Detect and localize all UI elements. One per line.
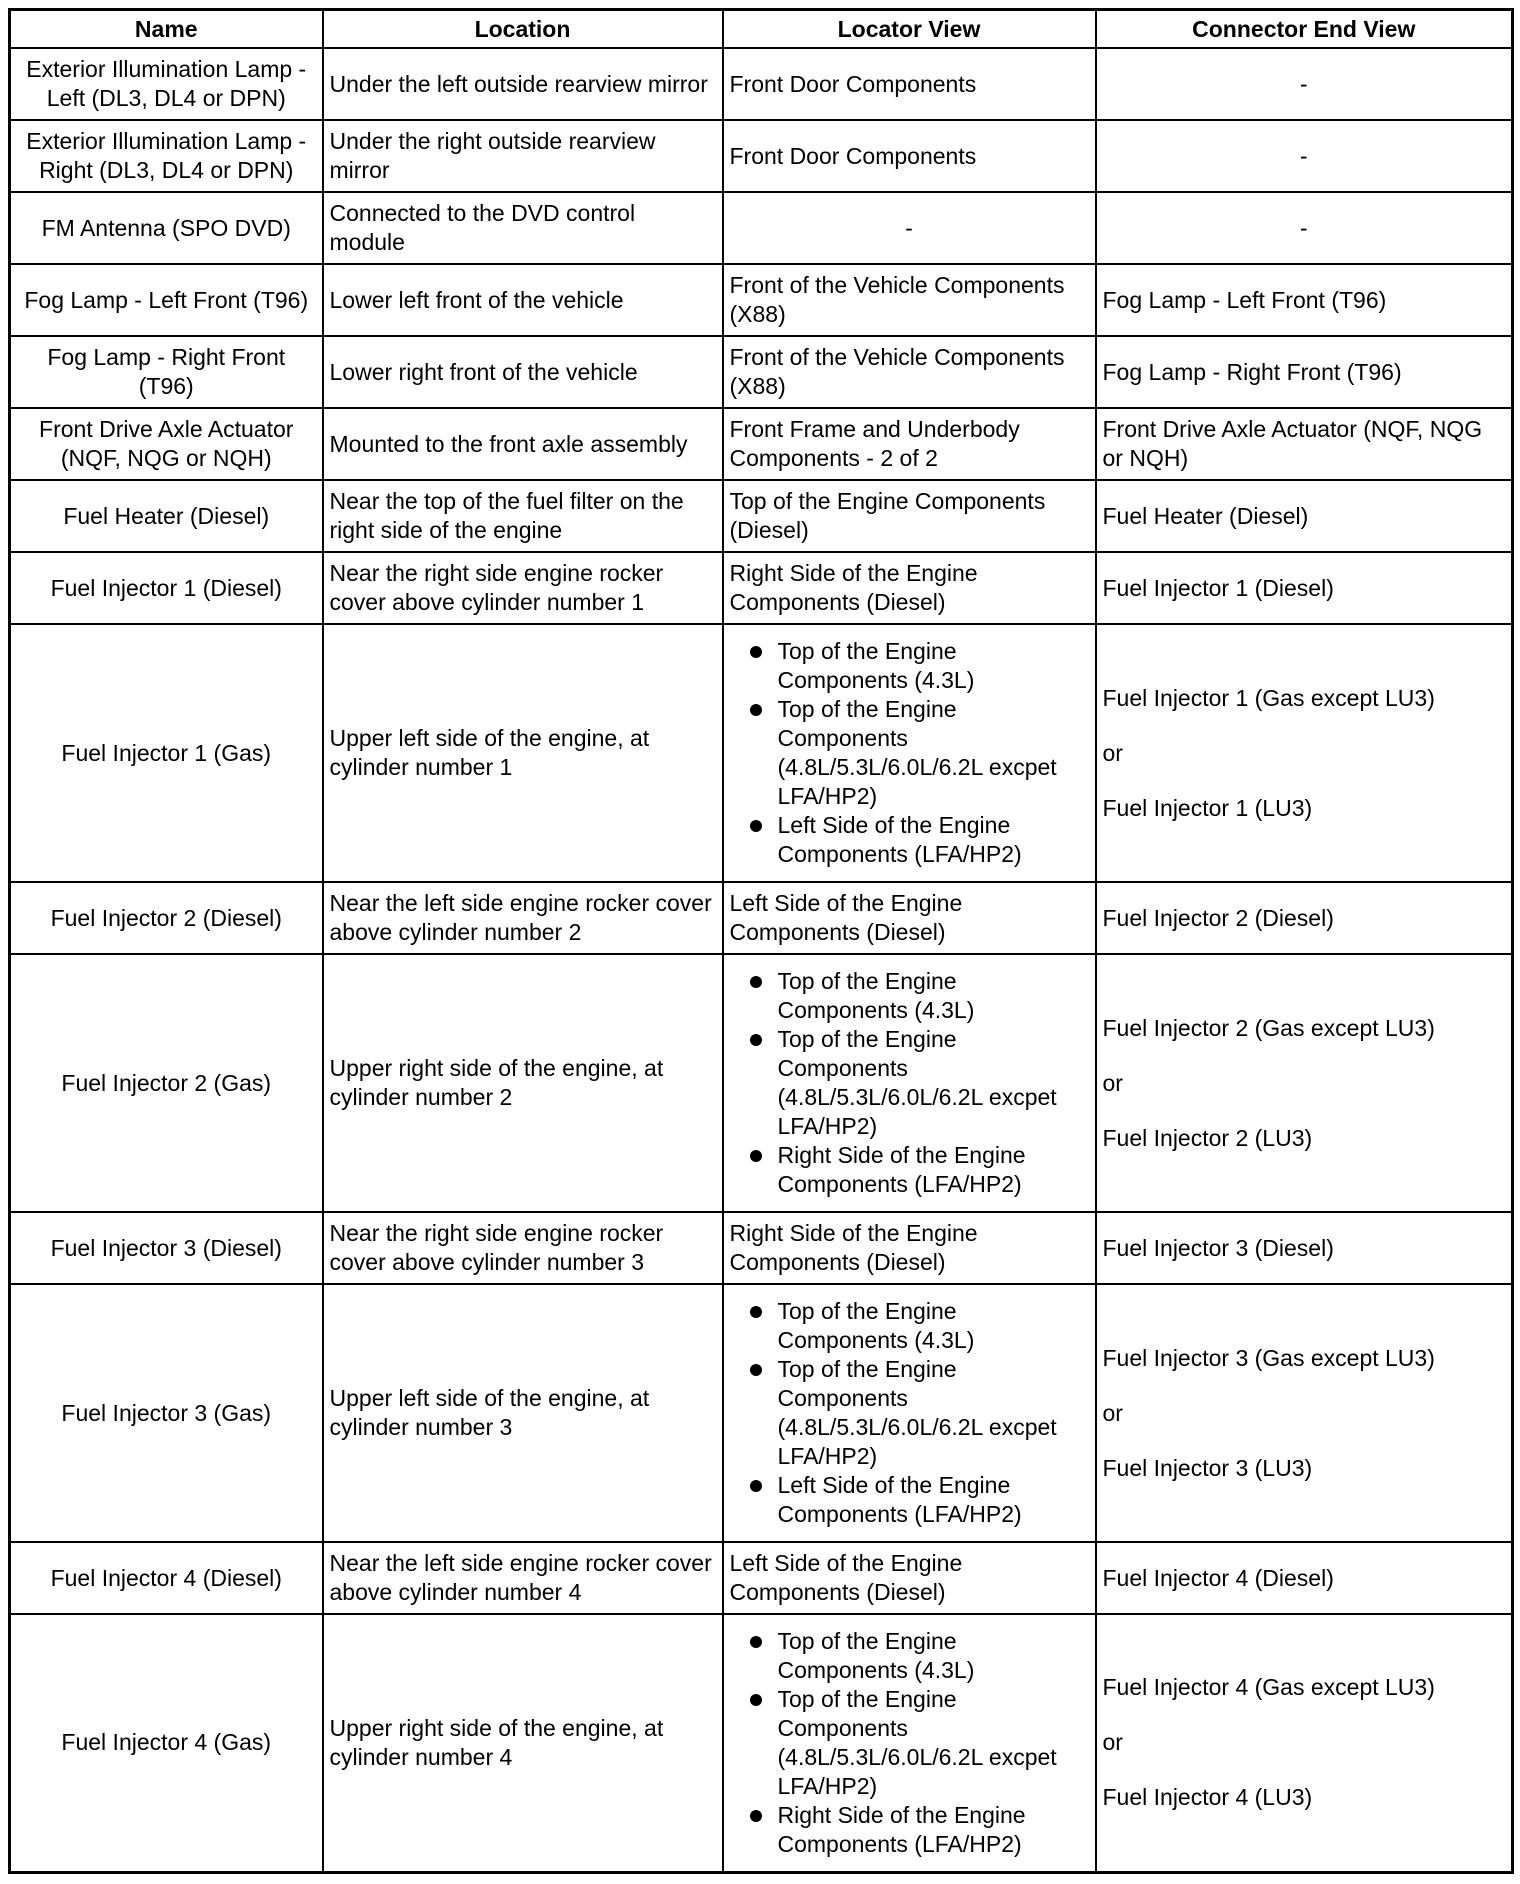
list-item: Top of the Engine Components (4.8L/5.3L/6.0L/6.2L excpet LFA/HP2) bbox=[730, 1685, 1089, 1801]
cell-name: Fuel Injector 3 (Diesel) bbox=[10, 1212, 323, 1284]
list-item: Right Side of the Engine Components (LFA/HP2) bbox=[730, 1801, 1089, 1859]
cell-locator-view bbox=[723, 1614, 1096, 1872]
cell-location: Upper left side of the engine, at cylinder number 1 bbox=[323, 624, 723, 882]
list-item: Right Side of the Engine Components (LFA/HP2) bbox=[730, 1141, 1089, 1199]
header-location: Location bbox=[323, 10, 723, 49]
table-row bbox=[10, 1212, 1513, 1284]
connector-or: or bbox=[1102, 1069, 1123, 1096]
cell-name: Front Drive Axle Actuator (NQF, NQG or NQH) bbox=[10, 408, 323, 480]
connector-option: Fuel Injector 1 (Gas except LU3) bbox=[1102, 684, 1435, 711]
cell-location: Near the left side engine rocker cover above cylinder number 4 bbox=[323, 1542, 723, 1614]
cell-locator-view: Top of the Engine Components (Diesel) bbox=[723, 480, 1096, 552]
cell-location: Mounted to the front axle assembly bbox=[323, 408, 723, 480]
cell-locator-view: Front of the Vehicle Components (X88) bbox=[723, 336, 1096, 408]
cell-name: Fuel Injector 2 (Gas) bbox=[10, 954, 323, 1212]
cell-name: Fog Lamp - Right Front (T96) bbox=[10, 336, 323, 408]
cell-name: Exterior Illumination Lamp - Left (DL3, DL4 or DPN) bbox=[10, 48, 323, 120]
list-item: Top of the Engine Components (4.3L) bbox=[730, 637, 1089, 695]
list-item: Top of the Engine Components (4.8L/5.3L/6.0L/6.2L excpet LFA/HP2) bbox=[730, 695, 1089, 811]
cell-locator-view: - bbox=[723, 192, 1096, 264]
header-connector-end-view: Connector End View bbox=[1096, 10, 1513, 49]
list-item: Top of the Engine Components (4.8L/5.3L/6.0L/6.2L excpet LFA/HP2) bbox=[730, 1025, 1089, 1141]
cell-name: Fuel Injector 2 (Diesel) bbox=[10, 882, 323, 954]
cell-connector-end-view: Fuel Injector 3 (Diesel) bbox=[1096, 1212, 1513, 1284]
table-row bbox=[10, 48, 1513, 120]
table-row bbox=[10, 1542, 1513, 1614]
cell-location: Under the right outside rearview mirror bbox=[323, 120, 723, 192]
header-locator-view: Locator View bbox=[723, 10, 1096, 49]
cell-name: Fuel Injector 1 (Diesel) bbox=[10, 552, 323, 624]
header-name: Name bbox=[10, 10, 323, 49]
list-item: Top of the Engine Components (4.3L) bbox=[730, 1627, 1089, 1685]
connector-or: or bbox=[1102, 1399, 1123, 1426]
connector-option: Fuel Injector 4 (Gas except LU3) bbox=[1102, 1674, 1435, 1701]
cell-location: Upper left side of the engine, at cylinder number 3 bbox=[323, 1284, 723, 1542]
cell-connector-end-view bbox=[1096, 1284, 1513, 1542]
cell-location: Near the left side engine rocker cover above cylinder number 2 bbox=[323, 882, 723, 954]
cell-locator-view: Left Side of the Engine Components (Diesel) bbox=[723, 1542, 1096, 1614]
locator-bullet-list bbox=[730, 637, 1089, 869]
table-row bbox=[10, 1614, 1513, 1872]
cell-connector-end-view bbox=[1096, 624, 1513, 882]
cell-locator-view bbox=[723, 624, 1096, 882]
table-row bbox=[10, 624, 1513, 882]
table-row bbox=[10, 954, 1513, 1212]
cell-connector-end-view bbox=[1096, 954, 1513, 1212]
connector-option: Fuel Injector 3 (LU3) bbox=[1102, 1454, 1313, 1481]
list-item: Top of the Engine Components (4.3L) bbox=[730, 967, 1089, 1025]
cell-connector-end-view: Fuel Injector 1 (Diesel) bbox=[1096, 552, 1513, 624]
list-item: Top of the Engine Components (4.8L/5.3L/6.0L/6.2L excpet LFA/HP2) bbox=[730, 1355, 1089, 1471]
connector-option: Fuel Injector 2 (Gas except LU3) bbox=[1102, 1014, 1435, 1041]
cell-connector-end-view: Fuel Injector 4 (Diesel) bbox=[1096, 1542, 1513, 1614]
locator-bullet-list bbox=[730, 1297, 1089, 1529]
table-row bbox=[10, 264, 1513, 336]
table-row bbox=[10, 552, 1513, 624]
cell-location: Connected to the DVD control module bbox=[323, 192, 723, 264]
cell-locator-view: Front Door Components bbox=[723, 120, 1096, 192]
cell-connector-end-view: - bbox=[1096, 192, 1513, 264]
cell-connector-end-view: - bbox=[1096, 120, 1513, 192]
cell-name: Fuel Injector 3 (Gas) bbox=[10, 1284, 323, 1542]
cell-location: Upper right side of the engine, at cylinder number 2 bbox=[323, 954, 723, 1212]
list-item: Left Side of the Engine Components (LFA/HP2) bbox=[730, 811, 1089, 869]
locator-bullet-list bbox=[730, 967, 1089, 1199]
table-row bbox=[10, 1284, 1513, 1542]
list-item: Left Side of the Engine Components (LFA/HP2) bbox=[730, 1471, 1089, 1529]
connector-option: Fuel Injector 4 (LU3) bbox=[1102, 1784, 1313, 1811]
cell-connector-end-view: Fuel Injector 2 (Diesel) bbox=[1096, 882, 1513, 954]
list-item: Top of the Engine Components (4.3L) bbox=[730, 1297, 1089, 1355]
cell-locator-view: Left Side of the Engine Components (Diesel) bbox=[723, 882, 1096, 954]
component-locator-table bbox=[8, 8, 1514, 1874]
cell-name: Fuel Injector 4 (Gas) bbox=[10, 1614, 323, 1872]
cell-location: Lower left front of the vehicle bbox=[323, 264, 723, 336]
cell-connector-end-view: Front Drive Axle Actuator (NQF, NQG or NQH) bbox=[1096, 408, 1513, 480]
connector-option: Fuel Injector 2 (LU3) bbox=[1102, 1124, 1313, 1151]
cell-location: Under the left outside rearview mirror bbox=[323, 48, 723, 120]
cell-name: FM Antenna (SPO DVD) bbox=[10, 192, 323, 264]
cell-connector-end-view: Fog Lamp - Left Front (T96) bbox=[1096, 264, 1513, 336]
cell-location: Near the right side engine rocker cover above cylinder number 1 bbox=[323, 552, 723, 624]
cell-connector-end-view bbox=[1096, 1614, 1513, 1872]
connector-or: or bbox=[1102, 1729, 1123, 1756]
cell-locator-view: Front Door Components bbox=[723, 48, 1096, 120]
connector-options bbox=[1103, 1673, 1506, 1812]
cell-name: Fuel Injector 4 (Diesel) bbox=[10, 1542, 323, 1614]
cell-connector-end-view: Fuel Heater (Diesel) bbox=[1096, 480, 1513, 552]
cell-location: Near the right side engine rocker cover above cylinder number 3 bbox=[323, 1212, 723, 1284]
cell-locator-view bbox=[723, 954, 1096, 1212]
cell-name: Fog Lamp - Left Front (T96) bbox=[10, 264, 323, 336]
connector-option: Fuel Injector 1 (LU3) bbox=[1102, 794, 1313, 821]
cell-locator-view bbox=[723, 1284, 1096, 1542]
cell-locator-view: Front of the Vehicle Components (X88) bbox=[723, 264, 1096, 336]
cell-locator-view: Right Side of the Engine Components (Diesel) bbox=[723, 1212, 1096, 1284]
table-row bbox=[10, 408, 1513, 480]
connector-options bbox=[1103, 1344, 1506, 1483]
cell-connector-end-view: - bbox=[1096, 48, 1513, 120]
connector-option: Fuel Injector 3 (Gas except LU3) bbox=[1102, 1344, 1435, 1371]
cell-locator-view: Right Side of the Engine Components (Diesel) bbox=[723, 552, 1096, 624]
table-row bbox=[10, 882, 1513, 954]
table-row bbox=[10, 336, 1513, 408]
connector-or: or bbox=[1102, 739, 1123, 766]
locator-bullet-list bbox=[730, 1627, 1089, 1859]
table-row bbox=[10, 480, 1513, 552]
cell-name: Fuel Heater (Diesel) bbox=[10, 480, 323, 552]
connector-options bbox=[1103, 1014, 1506, 1153]
cell-connector-end-view: Fog Lamp - Right Front (T96) bbox=[1096, 336, 1513, 408]
connector-options bbox=[1103, 684, 1506, 823]
header-row bbox=[10, 10, 1513, 49]
cell-name: Exterior Illumination Lamp - Right (DL3, DL4 or DPN) bbox=[10, 120, 323, 192]
cell-name: Fuel Injector 1 (Gas) bbox=[10, 624, 323, 882]
cell-locator-view: Front Frame and Underbody Components - 2 of 2 bbox=[723, 408, 1096, 480]
table-row bbox=[10, 120, 1513, 192]
cell-location: Lower right front of the vehicle bbox=[323, 336, 723, 408]
cell-location: Near the top of the fuel filter on the right side of the engine bbox=[323, 480, 723, 552]
cell-location: Upper right side of the engine, at cylinder number 4 bbox=[323, 1614, 723, 1872]
table-row bbox=[10, 192, 1513, 264]
